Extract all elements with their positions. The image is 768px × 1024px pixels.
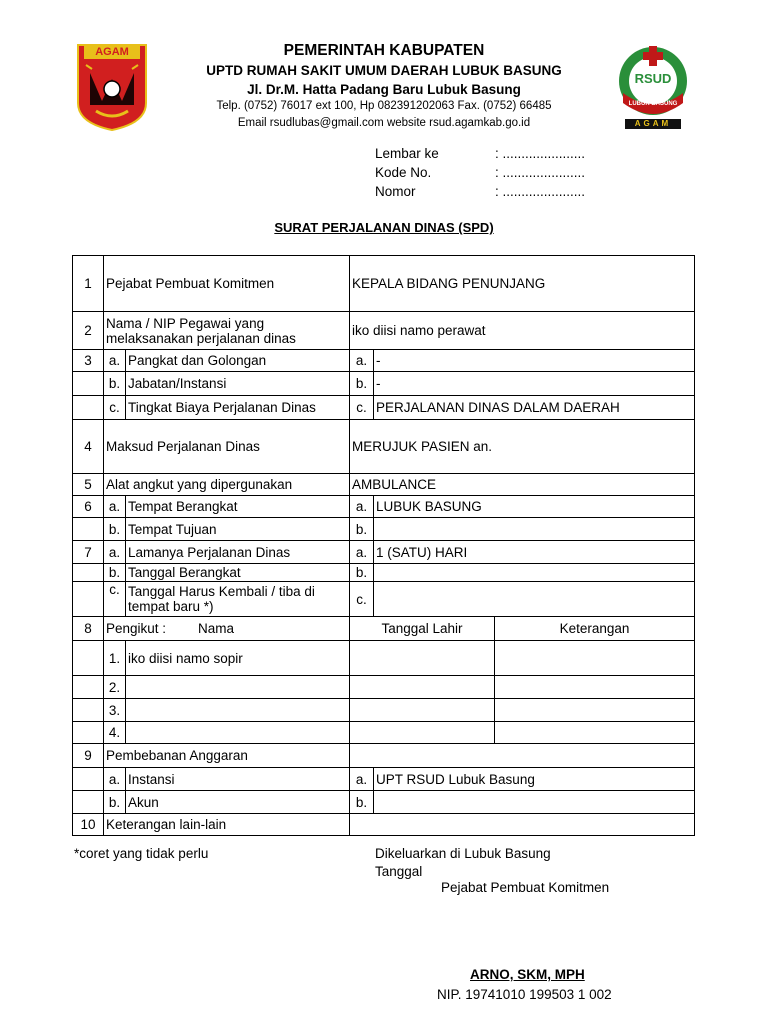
value-index: a. (350, 768, 374, 791)
meta-number-value: : ...................... (495, 184, 586, 199)
row-label: Akun (126, 791, 350, 814)
sub-index: b. (104, 518, 126, 541)
sub-index: b. (104, 791, 126, 814)
companion-dob (350, 641, 495, 676)
table-row (73, 420, 695, 474)
row-number (73, 676, 104, 699)
table-row (73, 256, 695, 312)
table-row (73, 396, 695, 420)
sub-index: a. (104, 350, 126, 372)
table-row (73, 350, 695, 372)
row-value (350, 744, 695, 768)
row-number: 9 (73, 744, 104, 768)
row-label: Maksud Perjalanan Dinas (104, 420, 350, 474)
companion-name (126, 722, 350, 744)
companion-dob (350, 699, 495, 722)
table-row (73, 372, 695, 396)
row-label: Lamanya Perjalanan Dinas (126, 541, 350, 564)
row-number (73, 641, 104, 676)
official-name: ARNO, SKM, MPH (470, 967, 585, 982)
header-phone: Telp. (0752) 76017 ext 100, Hp 082391202063 Fax. (0752) 66485 (216, 100, 552, 112)
row-value: UPT RSUD Lubuk Basung (374, 768, 695, 791)
meta-code-label: Kode No. (375, 165, 432, 180)
companion-note (495, 722, 695, 744)
document-title: SURAT PERJALANAN DINAS (SPD) (274, 220, 494, 235)
agam-logo-text: AGAM (95, 46, 129, 58)
table-row (73, 814, 695, 836)
row-label: Tingkat Biaya Perjalanan Dinas (126, 396, 350, 420)
row-value: AMBULANCE (350, 474, 695, 496)
row-value: - (374, 350, 695, 372)
row-value: MERUJUK PASIEN an. (350, 420, 695, 474)
row-number: 2 (73, 312, 104, 350)
row-label: Tempat Berangkat (126, 496, 350, 518)
issued-date-label: Tanggal (375, 864, 423, 879)
value-index: a. (350, 350, 374, 372)
rsud-logo (615, 43, 691, 131)
row-number: 4 (73, 420, 104, 474)
row-number: 6 (73, 496, 104, 518)
sub-index: c. (104, 582, 126, 617)
row-label: Tanggal Berangkat (126, 564, 350, 582)
row-number (73, 372, 104, 396)
header-hospital: UPTD RUMAH SAKIT UMUM DAERAH LUBUK BASUNG (206, 63, 562, 78)
row-label: Tempat Tujuan (126, 518, 350, 541)
row-number (73, 768, 104, 791)
table-row (73, 722, 695, 744)
row-label: Pembebanan Anggaran (104, 744, 350, 768)
row-label: Alat angkut yang dipergunakan (104, 474, 350, 496)
companion-name (126, 699, 350, 722)
row-label: Nama / NIP Pegawai yang melaksanakan perjalanan dinas (104, 312, 350, 350)
row-value: - (374, 372, 695, 396)
row-value (374, 518, 695, 541)
table-row (73, 518, 695, 541)
companion-name: iko diisi namo sopir (126, 641, 350, 676)
value-index: b. (350, 564, 374, 582)
row-number (73, 564, 104, 582)
rsud-logo-ring: LUBUK BASUNG (628, 101, 678, 107)
table-row (73, 791, 695, 814)
value-index: a. (350, 496, 374, 518)
row-label: Pangkat dan Golongan (126, 350, 350, 372)
table-row (73, 744, 695, 768)
companion-index: 1. (104, 641, 126, 676)
value-index: b. (350, 791, 374, 814)
table-row (73, 699, 695, 722)
header-address: Jl. Dr.M. Hatta Padang Baru Lubuk Basung (247, 82, 521, 97)
sub-index: a. (104, 496, 126, 518)
value-index: b. (350, 518, 374, 541)
companion-index: 3. (104, 699, 126, 722)
value-index: c. (350, 582, 374, 617)
official-title: Pejabat Pembuat Komitmen (441, 880, 610, 895)
row-number (73, 582, 104, 617)
table-row (73, 564, 695, 582)
row-value: KEPALA BIDANG PENUNJANG (350, 256, 695, 312)
companion-name-header: Nama (198, 621, 235, 636)
companion-note (495, 641, 695, 676)
table-row (73, 496, 695, 518)
row-value (350, 814, 695, 836)
row-label: Jabatan/Instansi (126, 372, 350, 396)
row-value: iko diisi namo perawat (350, 312, 695, 350)
table-row (73, 541, 695, 564)
companion-name (126, 676, 350, 699)
header-email: Email rsudlubas@gmail.com website rsud.agamkab.go.id (237, 117, 531, 129)
official-nip: NIP. 19741010 199503 1 002 (437, 987, 612, 1002)
companion-header (104, 617, 350, 641)
meta-number-label: Nomor (375, 184, 416, 199)
companion-dob (350, 722, 495, 744)
row-number (73, 518, 104, 541)
sub-index: b. (104, 372, 126, 396)
footnote: *coret yang tidak perlu (74, 846, 209, 861)
table-row (73, 768, 695, 791)
meta-block (375, 146, 655, 206)
row-number (73, 699, 104, 722)
companion-note (495, 676, 695, 699)
row-value (374, 791, 695, 814)
row-label: Keterangan lain-lain (104, 814, 350, 836)
row-value (374, 564, 695, 582)
meta-sheet-value: : ...................... (495, 146, 586, 161)
companion-index: 4. (104, 722, 126, 744)
row-value: PERJALANAN DINAS DALAM DAERAH (374, 396, 695, 420)
row-value: LUBUK BASUNG (374, 496, 695, 518)
value-index: b. (350, 372, 374, 396)
spd-table (72, 255, 695, 836)
sub-index: a. (104, 768, 126, 791)
row-number: 3 (73, 350, 104, 372)
companion-dob (350, 676, 495, 699)
table-row (73, 676, 695, 699)
table-row (73, 312, 695, 350)
row-number (73, 396, 104, 420)
companion-note-header: Keterangan (495, 617, 695, 641)
row-number: 5 (73, 474, 104, 496)
row-number: 8 (73, 617, 104, 641)
row-label: Tanggal Harus Kembali / tiba di tempat baru *) (126, 582, 350, 617)
companion-dob-header: Tanggal Lahir (350, 617, 495, 641)
row-label: Instansi (126, 768, 350, 791)
rsud-logo-title: RSUD (634, 71, 672, 86)
row-number: 1 (73, 256, 104, 312)
row-number: 10 (73, 814, 104, 836)
issued-place: Dikeluarkan di Lubuk Basung (375, 846, 551, 861)
sub-index: b. (104, 564, 126, 582)
agam-logo (76, 43, 148, 131)
row-value: 1 (SATU) HARI (374, 541, 695, 564)
sub-index: c. (104, 396, 126, 420)
sub-index: a. (104, 541, 126, 564)
row-number (73, 722, 104, 744)
companion-index: 2. (104, 676, 126, 699)
table-row (73, 582, 695, 617)
meta-code-value: : ...................... (495, 165, 586, 180)
row-number (73, 791, 104, 814)
header-government: PEMERINTAH KABUPATEN (283, 42, 485, 59)
table-row (73, 474, 695, 496)
value-index: a. (350, 541, 374, 564)
companion-label: Pengikut : (106, 621, 167, 636)
value-index: c. (350, 396, 374, 420)
companion-note (495, 699, 695, 722)
row-number: 7 (73, 541, 104, 564)
rsud-logo-bottom: AGAM (634, 119, 672, 128)
row-label: Pejabat Pembuat Komitmen (104, 256, 350, 312)
table-row (73, 641, 695, 676)
row-value (374, 582, 695, 617)
meta-sheet-label: Lembar ke (375, 146, 439, 161)
table-row (73, 617, 695, 641)
